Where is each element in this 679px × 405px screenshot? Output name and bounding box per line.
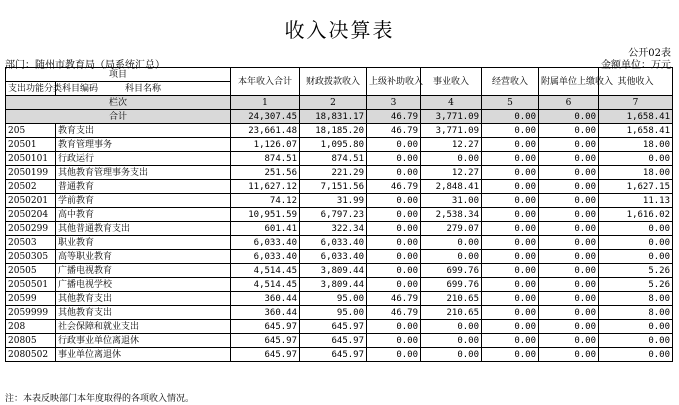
header-col-6: 附属单位上缴收入 [539,68,599,96]
table-row [6,166,673,180]
total-row [6,110,673,124]
row-value: 95.00 [300,306,367,320]
row-value: 12.27 [421,138,482,152]
total-value: 3,771.09 [421,110,482,124]
row-value: 2,848.41 [421,180,482,194]
row-value: 874.51 [231,152,300,166]
row-value: 1,616.02 [599,208,673,222]
row-value: 0.00 [421,250,482,264]
row-value: 699.76 [421,264,482,278]
row-code: 205 [6,124,56,138]
row-value: 46.79 [367,124,421,138]
row-value: 0.00 [539,306,599,320]
row-code: 208 [6,320,56,334]
row-value: 46.79 [367,292,421,306]
row-value: 31.00 [421,194,482,208]
table-row [6,194,673,208]
header-row-project [6,68,673,82]
row-value: 0.00 [539,180,599,194]
table-row [6,264,673,278]
row-value: 0.00 [367,208,421,222]
row-value: 0.00 [421,348,482,362]
row-value: 0.00 [539,152,599,166]
total-value: 18,831.17 [300,110,367,124]
row-value: 10,951.59 [231,208,300,222]
row-value: 210.65 [421,292,482,306]
row-value: 0.00 [421,152,482,166]
lanci-row [6,96,673,110]
form-number: 公开02表 [628,48,671,59]
row-value: 360.44 [231,306,300,320]
row-value: 0.00 [482,334,539,348]
row-name: 学前教育 [56,194,231,208]
income-table [5,67,673,362]
header-col-2: 财政拨款收入 [300,68,367,96]
row-value: 0.00 [482,152,539,166]
report-title: 收入决算表 [284,18,395,42]
total-value: 0.00 [539,110,599,124]
row-value: 0.00 [539,348,599,362]
row-name: 其他教育管理事务支出 [56,166,231,180]
row-value: 0.00 [482,292,539,306]
row-value: 0.00 [367,264,421,278]
row-value: 0.00 [539,264,599,278]
row-value: 601.41 [231,222,300,236]
row-value: 0.00 [482,348,539,362]
table-row [6,236,673,250]
total-value: 1,658.41 [599,110,673,124]
row-value: 4,514.45 [231,278,300,292]
row-name: 高等职业教育 [56,250,231,264]
row-value: 360.44 [231,292,300,306]
row-value: 0.00 [599,250,673,264]
row-value: 0.00 [367,278,421,292]
row-value: 6,033.40 [300,250,367,264]
total-label: 合计 [6,110,231,124]
row-value: 0.00 [367,166,421,180]
row-value: 0.00 [367,222,421,236]
row-name: 行政运行 [56,152,231,166]
row-value: 5.26 [599,264,673,278]
header-name: 科目名称 [56,82,231,96]
col-number: 7 [599,96,673,110]
row-value: 0.00 [367,334,421,348]
row-value: 0.00 [539,194,599,208]
row-value: 0.00 [482,250,539,264]
row-value: 18.00 [599,138,673,152]
row-value: 210.65 [421,306,482,320]
col-number: 6 [539,96,599,110]
row-value: 221.29 [300,166,367,180]
row-name: 其他教育支出 [56,306,231,320]
table-row [6,250,673,264]
table-row [6,138,673,152]
row-name: 事业单位离退休 [56,348,231,362]
header-col-5: 经营收入 [482,68,539,96]
row-value: 0.00 [539,320,599,334]
row-value: 645.97 [300,320,367,334]
table-row [6,180,673,194]
row-value: 645.97 [300,334,367,348]
row-name: 行政事业单位离退休 [56,334,231,348]
row-value: 0.00 [482,208,539,222]
row-name: 其他教育支出 [56,292,231,306]
row-value: 1,627.15 [599,180,673,194]
row-value: 0.00 [599,334,673,348]
total-value: 0.00 [482,110,539,124]
row-value: 0.00 [482,278,539,292]
row-code: 20505 [6,264,56,278]
row-value: 0.00 [539,124,599,138]
row-value: 7,151.56 [300,180,367,194]
table-row [6,124,673,138]
col-number: 5 [482,96,539,110]
row-value: 0.00 [482,264,539,278]
row-value: 645.97 [231,334,300,348]
row-value: 0.00 [482,320,539,334]
row-value: 0.00 [482,180,539,194]
row-value: 0.00 [539,334,599,348]
row-value: 0.00 [421,334,482,348]
row-code: 20503 [6,236,56,250]
row-name: 职业教育 [56,236,231,250]
table-row [6,222,673,236]
row-value: 0.00 [367,348,421,362]
row-value: 11.13 [599,194,673,208]
row-value: 0.00 [482,222,539,236]
row-value: 0.00 [539,236,599,250]
row-value: 12.27 [421,166,482,180]
row-code: 2050101 [6,152,56,166]
col-number: 3 [367,96,421,110]
row-value: 645.97 [300,348,367,362]
row-value: 279.07 [421,222,482,236]
row-value: 251.56 [231,166,300,180]
row-value: 23,661.48 [231,124,300,138]
row-value: 74.12 [231,194,300,208]
row-value: 0.00 [599,348,673,362]
footnote: 注：本表反映部门本年度取得的各项收入情况。 [5,394,195,404]
row-value: 6,033.40 [300,236,367,250]
row-value: 645.97 [231,348,300,362]
row-value: 6,033.40 [231,236,300,250]
header-col-1: 本年收入合计 [231,68,300,96]
row-code: 20599 [6,292,56,306]
row-value: 0.00 [482,166,539,180]
row-value: 0.00 [367,320,421,334]
row-code: 20501 [6,138,56,152]
row-code: 2059999 [6,306,56,320]
row-value: 0.00 [539,166,599,180]
row-value: 0.00 [482,124,539,138]
row-value: 0.00 [599,152,673,166]
row-name: 广播电视教育 [56,264,231,278]
header-project: 项目 [6,68,231,82]
table-row [6,348,673,362]
row-value: 3,771.09 [421,124,482,138]
table-row [6,208,673,222]
table-row [6,334,673,348]
row-value: 18,185.20 [300,124,367,138]
row-value: 0.00 [599,320,673,334]
row-value: 31.99 [300,194,367,208]
row-value: 0.00 [599,236,673,250]
row-value: 0.00 [367,152,421,166]
table-row [6,152,673,166]
lanci-label: 栏次 [6,96,231,110]
row-code: 2050305 [6,250,56,264]
row-value: 0.00 [539,138,599,152]
row-value: 0.00 [482,236,539,250]
row-code: 2080502 [6,348,56,362]
row-code: 2050204 [6,208,56,222]
row-value: 4,514.45 [231,264,300,278]
row-value: 874.51 [300,152,367,166]
row-value: 0.00 [539,222,599,236]
row-value: 322.34 [300,222,367,236]
row-value: 18.00 [599,166,673,180]
header-col-4: 事业收入 [421,68,482,96]
row-value: 6,033.40 [231,250,300,264]
row-value: 0.00 [367,194,421,208]
col-number: 1 [231,96,300,110]
row-value: 1,126.07 [231,138,300,152]
row-value: 1,095.80 [300,138,367,152]
row-code: 20502 [6,180,56,194]
row-code: 2050501 [6,278,56,292]
row-value: 0.00 [539,208,599,222]
row-name: 普通教育 [56,180,231,194]
col-number: 2 [300,96,367,110]
row-name: 广播电视学校 [56,278,231,292]
table-row [6,306,673,320]
department-label: 部门：随州市教育局（局系统汇总） [5,60,165,71]
row-value: 699.76 [421,278,482,292]
table-row [6,292,673,306]
row-value: 0.00 [539,278,599,292]
row-value: 0.00 [421,236,482,250]
row-value: 0.00 [482,138,539,152]
unit-label: 金额单位：万元 [601,60,671,71]
header-code: 支出功能分类科目编码 [6,82,56,96]
header-col-7: 其他收入 [599,68,673,96]
row-value: 3,809.44 [300,278,367,292]
row-name: 教育支出 [56,124,231,138]
row-value: 0.00 [599,222,673,236]
row-value: 645.97 [231,320,300,334]
row-value: 6,797.23 [300,208,367,222]
row-value: 5.26 [599,278,673,292]
table-row [6,320,673,334]
row-value: 11,627.12 [231,180,300,194]
row-value: 0.00 [367,250,421,264]
row-value: 1,658.41 [599,124,673,138]
row-value: 0.00 [421,320,482,334]
total-value: 46.79 [367,110,421,124]
row-value: 46.79 [367,180,421,194]
row-value: 0.00 [539,250,599,264]
row-value: 2,538.34 [421,208,482,222]
row-value: 8.00 [599,292,673,306]
row-value: 0.00 [367,138,421,152]
row-value: 0.00 [367,236,421,250]
row-name: 教育管理事务 [56,138,231,152]
total-value: 24,307.45 [231,110,300,124]
col-number: 4 [421,96,482,110]
row-code: 20805 [6,334,56,348]
header-col-3: 上级补助收入 [367,68,421,96]
row-code: 2050299 [6,222,56,236]
table-row [6,278,673,292]
row-value: 0.00 [482,194,539,208]
row-name: 高中教育 [56,208,231,222]
row-value: 3,809.44 [300,264,367,278]
row-value: 0.00 [482,306,539,320]
row-value: 8.00 [599,306,673,320]
row-value: 0.00 [539,292,599,306]
row-value: 46.79 [367,306,421,320]
row-name: 社会保障和就业支出 [56,320,231,334]
row-name: 其他普通教育支出 [56,222,231,236]
row-value: 95.00 [300,292,367,306]
row-code: 2050199 [6,166,56,180]
row-code: 2050201 [6,194,56,208]
